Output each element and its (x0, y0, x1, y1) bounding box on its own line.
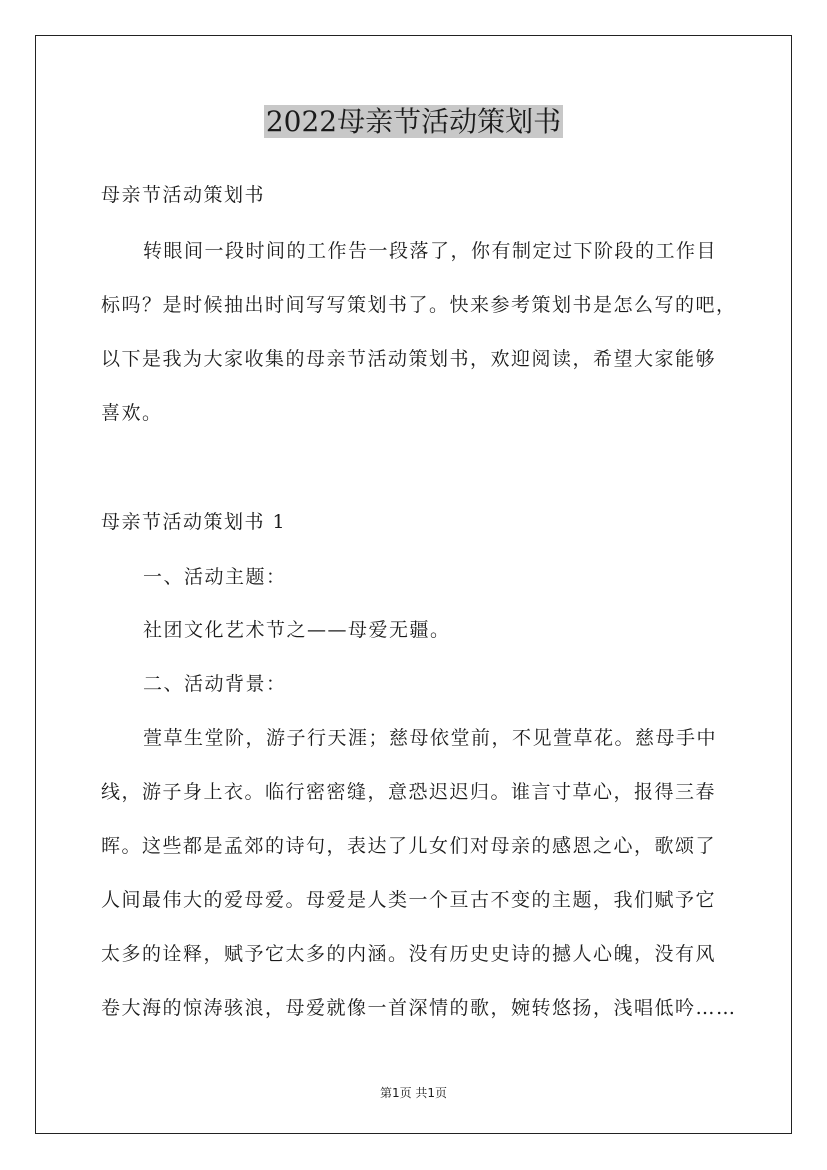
intro-line: 以下是我为大家收集的母亲节活动策划书，欢迎阅读，希望大家能够 (101, 348, 717, 370)
intro-line: 转眼间一段时间的工作告一段落了，你有制定过下阶段的工作目 (143, 240, 718, 262)
heading-theme: 一、活动主题： (143, 566, 287, 588)
document-title: 2022母亲节活动策划书 (265, 105, 562, 138)
section-title: 母亲节活动策划书 1 (101, 511, 287, 533)
background-line: 萱草生堂阶，游子行天涯；慈母依堂前，不见萱草花。慈母手中 (143, 727, 718, 749)
intro-line: 标吗？是时候抽出时间写写策划书了。快来参考策划书是怎么写的吧， (101, 294, 737, 316)
intro-line: 喜欢。 (101, 402, 163, 424)
theme-text: 社团文化艺术节之——母爱无疆。 (143, 619, 451, 641)
subtitle: 母亲节活动策划书 (101, 184, 266, 206)
background-line: 人间最伟大的爱母爱。母爱是人类一个亘古不变的主题，我们赋予它 (101, 889, 717, 911)
heading-background: 二、活动背景： (143, 673, 287, 695)
background-line: 晖。这些都是孟郊的诗句，表达了儿女们对母亲的感恩之心，歌颂了 (101, 835, 717, 857)
background-line: 太多的诠释，赋予它太多的内涵。没有历史史诗的撼人心魄，没有风 (101, 943, 717, 965)
background-line: 卷大海的惊涛骇浪，母爱就像一首深情的歌，婉转悠扬，浅唱低吟…… (101, 997, 737, 1019)
background-line: 线，游子身上衣。临行密密缝，意恐迟迟归。谁言寸草心，报得三春 (101, 781, 717, 803)
page-number: 第1页 共1页 (379, 1086, 448, 1100)
